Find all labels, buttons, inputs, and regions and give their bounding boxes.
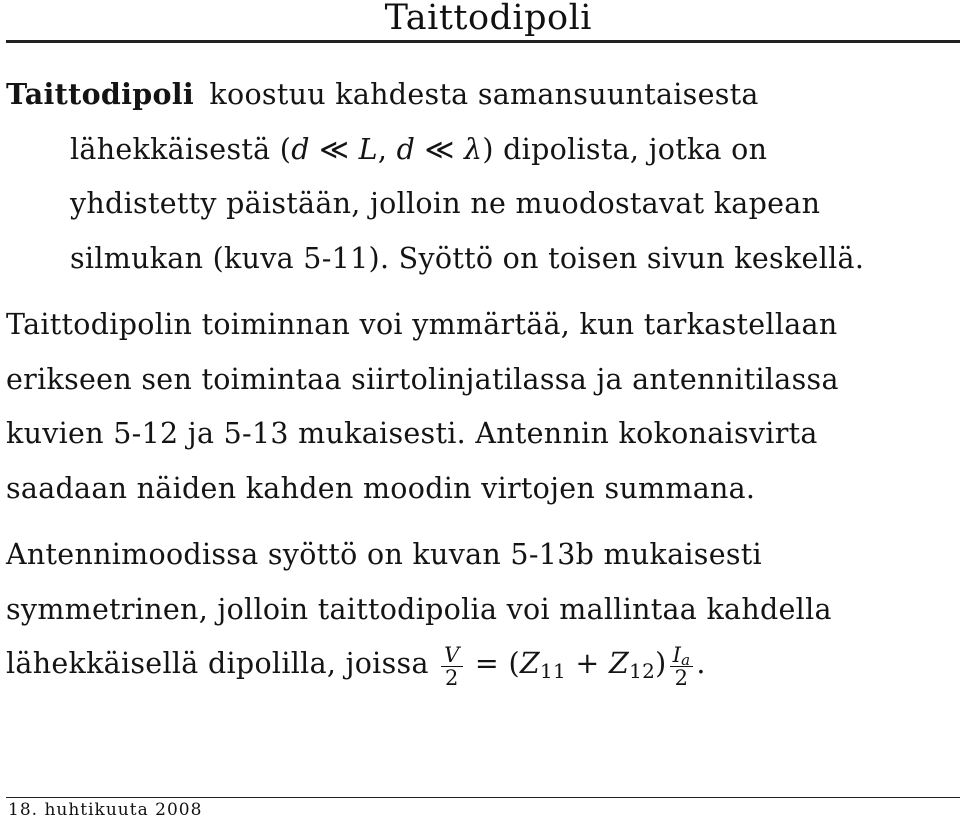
math-ll: ≪ <box>415 132 464 166</box>
p3-line2: symmetrinen, jolloin taittodipolia voi mallintaa kahdella <box>6 592 832 626</box>
fraction-numerator: V <box>441 644 462 667</box>
fraction-ia-over-2 <box>670 644 694 689</box>
math-d: d <box>396 132 416 166</box>
fraction-numerator <box>670 644 694 667</box>
period: . <box>696 647 706 680</box>
fraction-denominator: 2 <box>444 665 459 690</box>
p1-line2-a: lähekkäisestä ( <box>70 132 292 166</box>
math-ll: ≪ <box>309 132 359 166</box>
p3-line3-text: lähekkäisellä dipolilla, joissa <box>6 647 429 680</box>
subscript-12: 12 <box>629 659 656 683</box>
math-L: L <box>358 132 378 166</box>
p3-line1: Antennimoodissa syöttö on kuvan 5-13b mukaisesti <box>6 538 762 571</box>
math-z: Z <box>608 647 630 680</box>
p1-line2-b: ) dipolista, jotka on <box>482 132 768 166</box>
math-z: Z <box>519 647 540 680</box>
p1-line4: silmukan (kuva 5-11). Syöttö on toisen sivun keskellä. <box>70 241 865 275</box>
paragraph-definition <box>6 67 864 286</box>
fraction-denominator: 2 <box>674 665 689 690</box>
p2-line1: Taittodipolin toiminnan voi ymmärtää, kun tarkastellaan <box>6 308 838 341</box>
equals-sign: = ( <box>465 647 520 680</box>
slide-title: Taittodipoli <box>384 0 592 38</box>
title-rule <box>6 40 960 43</box>
p1-line2 <box>6 123 767 178</box>
plus-sign: + <box>566 647 609 680</box>
math-i: I <box>672 642 682 667</box>
subscript-11: 11 <box>540 659 567 683</box>
math-lambda: λ <box>463 132 483 166</box>
p2-line4: saadaan näiden kahden moodin virtojen summana. <box>6 471 756 505</box>
fraction-v-over-2 <box>441 644 462 689</box>
p2-line3: kuvien 5-12 ja 5-13 mukaisesti. Antennin kokonaisvirta <box>6 417 818 450</box>
term-bold: Taittodipoli <box>6 77 195 111</box>
paragraph-modes <box>6 298 839 516</box>
footer-rule <box>6 797 960 798</box>
p2-line2: erikseen sen toimintaa siirtolinjatilassa ja antennitilassa <box>6 362 839 396</box>
paragraph-antenna-mode <box>6 528 832 692</box>
footer-date: 18. huhtikuuta 2008 <box>8 800 203 820</box>
math-d: d <box>291 132 310 166</box>
p1-line1: koostuu kahdesta samansuuntaisesta <box>209 78 759 111</box>
close-paren: ) <box>655 647 667 680</box>
p1-line3: yhdistetty päistään, jolloin ne muodostavat kapean <box>70 187 821 220</box>
subscript-a: a <box>681 650 691 669</box>
math-comma: , <box>377 132 397 166</box>
